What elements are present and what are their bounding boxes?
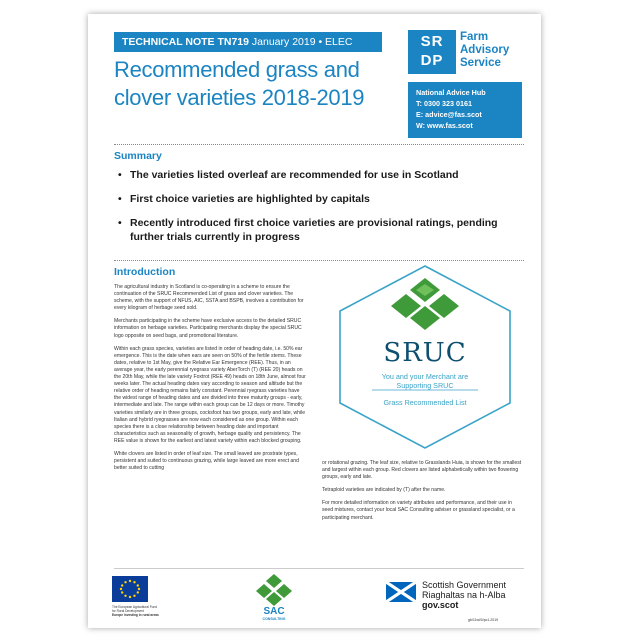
sac-leaf-icon — [254, 572, 294, 606]
fas-name-line-2: Advisory — [460, 44, 510, 56]
sg-line-3: gov.scot — [422, 600, 459, 610]
title-line-2: clover varieties 2018-2019 — [114, 85, 365, 110]
summary-bullet: • Recently introduced first choice varieties are provisional ratings, pending further trials currently in progress — [118, 216, 524, 244]
summary-divider-bottom — [114, 260, 524, 261]
intro-paragraph: The agricultural industry in Scotland is co-operating in a scheme to ensure the continuation of the SRUC Recommended List of grass and clover varieties. The scheme, with the support of NFUS, AIC, SSTA and BSPB, involves a contribution for every kilogram of herbage seed sold. — [114, 284, 304, 312]
intro-paragraph: Within each grass species, varieties are listed in order of heading date, i.e. 50% ear emergence. This is the date when ears are seen on 50% of the fertile stems. These dates, relative to 1st May, give the Relative Ear Emergence (REE). Thus, in an average year, the early perennial ryegrass variety AberTorch (T) (REE 20) heads on the 20th May, while the late variety Foxtrot (REE 49) heads on 18th June, almost four weeks later. The actual heading dates vary according to season and altitude but the relative order of heading remains fairly constant. Perennial ryegrass varieties have the widest range of heading dates and are divided into three maturity groups - early, intermediate and late. The range within each group can be 12 days or more. Timothy varieties similarly are in three groups, cocksfoot has two groups, early and late, while Italian and hybrid ryegrasses are now each considered as one group. Within each species there is a close relationship between heading date and important characteristics such as seasonality of growth, herbage quality and persistency. The REE value is shown for the earliest and latest variety within each blocked grouping. — [114, 345, 306, 444]
document-code: gb/11wl/0/pc1.2019 — [468, 618, 499, 622]
advice-phone: T: 0300 323 0161 — [416, 99, 472, 108]
eu-caption-line-3: Europe investing in rural areas — [112, 613, 159, 617]
scottish-government-wordmark — [422, 580, 506, 610]
fas-logo-name — [460, 31, 509, 70]
scottish-government-logo — [386, 580, 536, 620]
fas-logo-letters-bottom: DP — [420, 52, 444, 69]
footer-divider — [114, 568, 524, 569]
eu-caption-line-2: for Rural Development — [112, 609, 144, 613]
advice-hub-title: National Advice Hub — [416, 88, 486, 97]
sg-line-1: Scottish Government — [422, 580, 507, 590]
sruc-name: SRUC — [383, 338, 467, 368]
technical-note-banner — [114, 32, 382, 52]
intro-paragraph: or rotational grazing. The leaf size, relative to Grasslands Huia, is shown for the smallest and largest within each group. Red clovers are listed alphabetically within two flowering groups, early and late. — [322, 460, 522, 481]
introduction-right-column — [322, 460, 524, 528]
farm-advisory-service-logo — [408, 30, 526, 76]
note-number: TECHNICAL NOTE TN719 — [122, 36, 249, 48]
advice-website: W: www.fas.scot — [416, 121, 473, 130]
introduction-left-column — [114, 284, 306, 478]
sg-line-2: Riaghaltas na h-Alba — [422, 590, 506, 600]
introduction-heading: Introduction — [114, 266, 176, 278]
summary-divider — [114, 144, 524, 145]
sruc-badge-line-2: Supporting SRUC — [396, 381, 454, 390]
sac-sub: CONSULTING — [262, 617, 286, 621]
intro-paragraph: Merchants participating in the scheme have exclusive access to the detailed SRUC information on herbage varieties. Participating merchants display the special SRUC logo opposite on seed bags, and promotional literature. — [114, 318, 302, 339]
intro-paragraph: For more detailed information on variety attributes and performance, and their use in seed mixtures, contact your local SAC Consulting adviser or grassland specialist, or a participating merchant. — [322, 500, 515, 521]
fas-name-line-1: Farm — [460, 31, 489, 43]
summary-list — [118, 168, 524, 254]
technical-note-page — [88, 14, 541, 628]
sruc-badge-line-1: You and your Merchant are — [381, 372, 469, 381]
summary-heading: Summary — [114, 150, 162, 162]
page-title — [114, 56, 404, 112]
sac-name: SAC — [263, 606, 285, 617]
advice-hub-box — [408, 82, 522, 138]
fas-logo-letters-top: SR — [420, 33, 444, 50]
sruc-badge-line-3: Grass Recommended List — [383, 398, 467, 407]
note-date: January 2019 • ELEC — [249, 36, 353, 48]
summary-bullet: • First choice varieties are highlighted by capitals — [118, 192, 524, 206]
eu-caption-line-1: The European Agricultural Fund — [112, 605, 158, 609]
intro-paragraph: White clovers are listed in order of leaf size. The small leaved are prostrate types, persistent and suited to continuous grazing, while large leaved are more erect and better suited to cutting — [114, 450, 299, 472]
title-line-1: Recommended grass and — [114, 57, 360, 82]
eu-flag-icon — [112, 576, 148, 602]
sruc-leaf-icon — [391, 278, 459, 330]
fas-name-line-3: Service — [460, 57, 501, 69]
intro-paragraph: Tetraploid varieties are indicated by (T) after the name. — [322, 487, 446, 494]
sac-wordmark — [254, 606, 294, 621]
eu-caption — [112, 605, 186, 617]
saltire-flag-icon — [386, 582, 416, 602]
fas-logo-mark — [408, 30, 456, 74]
sruc-recommended-badge — [332, 262, 518, 452]
summary-bullet: • The varieties listed overleaf are recommended for use in Scotland — [118, 168, 524, 182]
advice-email: E: advice@fas.scot — [416, 110, 482, 119]
